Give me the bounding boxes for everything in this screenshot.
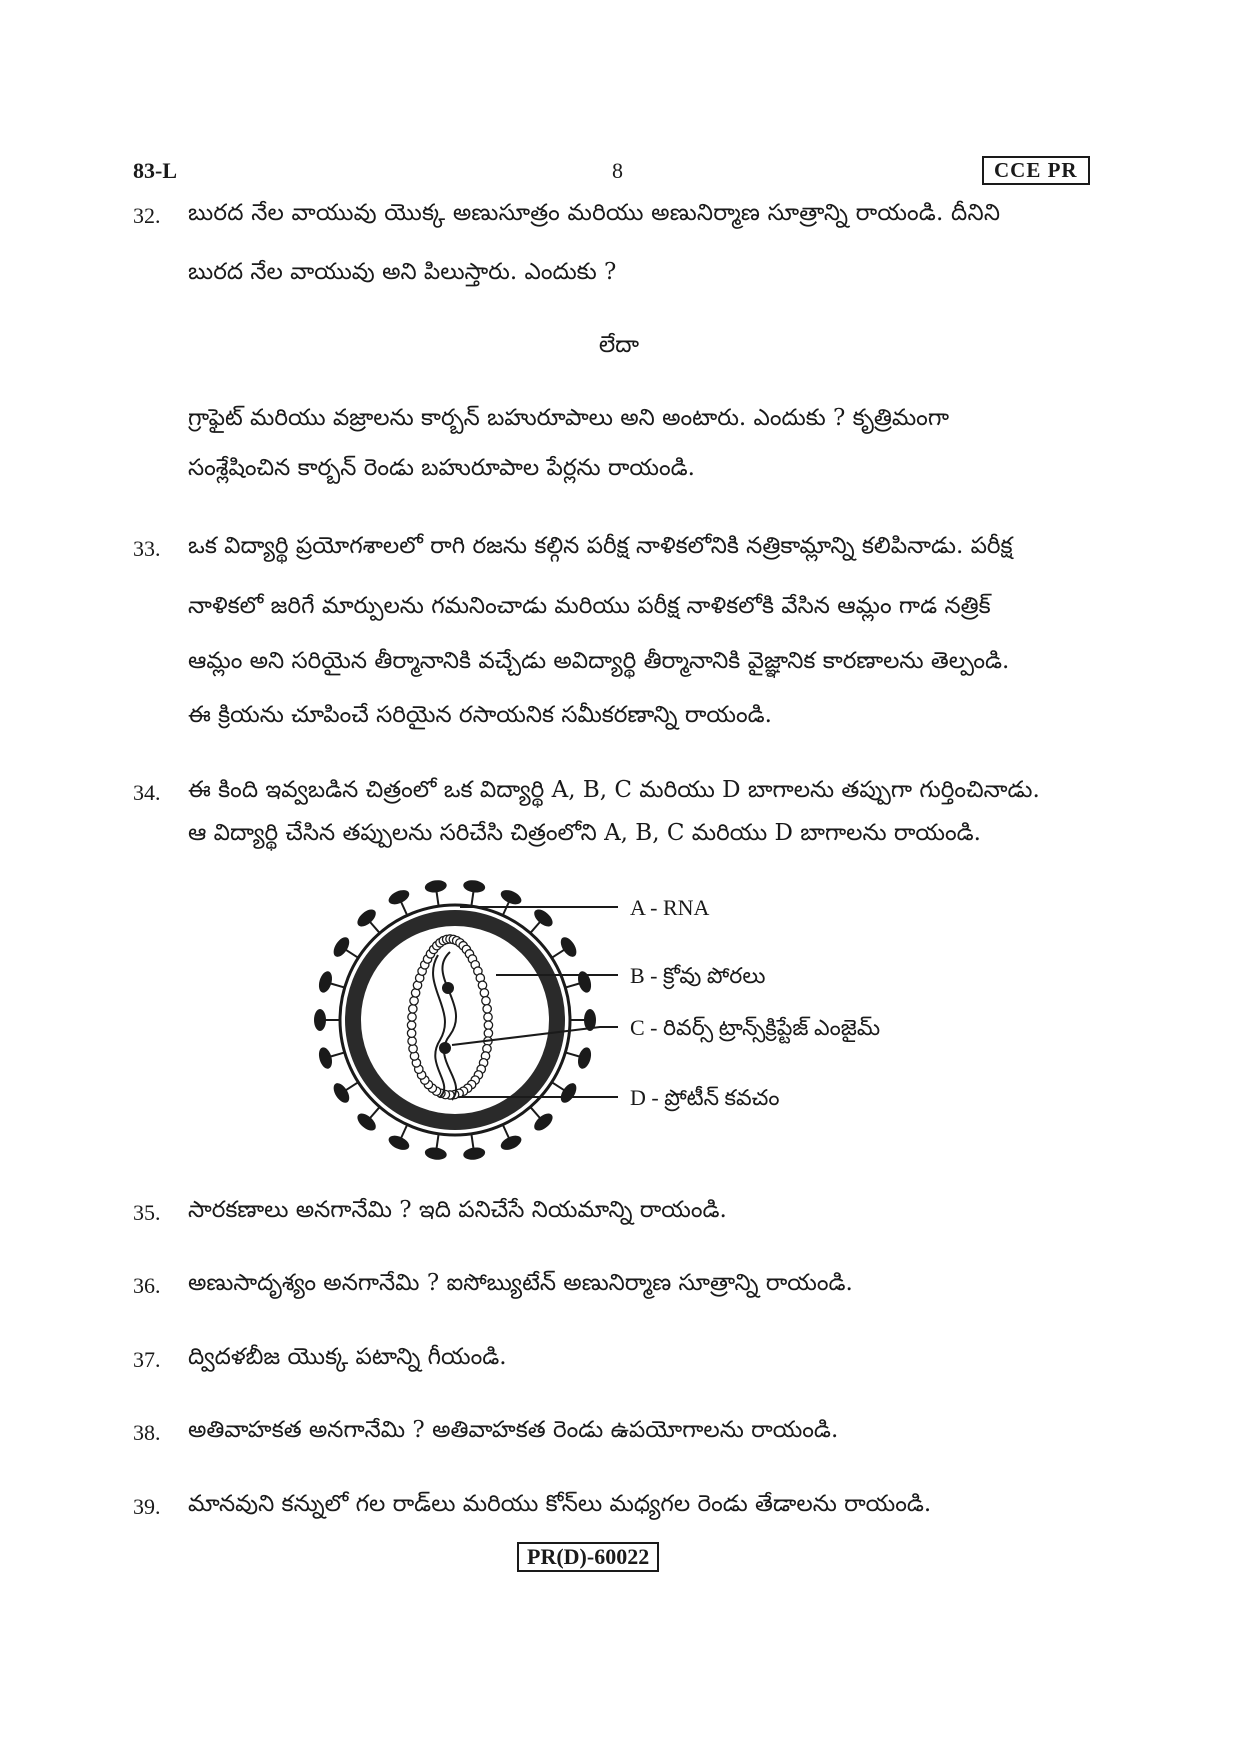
question-text: అతివాహకత అనగానేమి ? అతివాహకత రెండు ఉపయోగాలను రాయండి. <box>188 1417 839 1443</box>
enzyme-dot <box>442 982 454 994</box>
spike-stem <box>530 922 540 933</box>
spike-head <box>499 887 524 907</box>
question-text: అణుసాదృశ్యం అనగానేమి ? ఐసోబ్యుటేన్ అణునిర్మాణ సూత్రాన్ని రాయండి. <box>188 1270 853 1296</box>
core-bead <box>482 997 490 1005</box>
spike-head <box>558 1080 580 1105</box>
question-number: 36. <box>133 1273 161 1298</box>
core-beads <box>407 935 492 1099</box>
core-bead <box>408 1013 416 1021</box>
spike-stem <box>436 891 438 906</box>
spike-stem <box>565 983 579 987</box>
question-text: ఈ కింది ఇవ్వబడిన చిత్రంలో ఒక విద్యార్థి A, B, C మరియు D బాగాలను తప్పుగా గుర్తించినాడు. <box>188 777 1040 803</box>
spike-stem <box>346 950 359 958</box>
question-number: 33. <box>133 536 161 561</box>
spike-head <box>424 879 447 894</box>
spike-stem <box>503 1125 509 1139</box>
spike-head <box>386 887 411 907</box>
pointer-line-c <box>452 1027 618 1045</box>
question-text: బురద నేల వాయువు యొక్క అణుసూత్రం మరియు అణునిర్మాణ సూత్రాన్ని రాయండి. దీనిని <box>188 200 1001 226</box>
enzyme-dot <box>439 1042 451 1054</box>
spike-stem <box>552 1082 565 1090</box>
or-separator: లేదా <box>598 332 640 358</box>
core-bead <box>407 1021 415 1029</box>
spike-head <box>576 1046 594 1070</box>
spike-head <box>462 1146 485 1161</box>
question-number: 34. <box>133 780 161 805</box>
spike-stem <box>530 1107 540 1118</box>
spike-stem <box>330 1052 344 1056</box>
spike-head <box>576 970 594 994</box>
spike-head <box>499 1133 524 1153</box>
question-text: సంశ్లేషించిన కార్బన్ రెండు బహురూపాల పేర్లను రాయండి. <box>188 455 695 481</box>
spike-head <box>354 906 378 929</box>
question-text: ఈ క్రియను చూపించే సరియైన రసాయనిక సమీకరణాన్ని రాయండి. <box>188 702 772 728</box>
core-bead <box>484 1013 492 1021</box>
core-bead <box>407 1029 415 1037</box>
spike-stem <box>565 1052 579 1056</box>
paper-code: 83-L <box>133 158 177 183</box>
question-text: గ్రాఫైట్ మరియు వజ్రాలను కార్బన్ బహురూపాలు అని అంటారు. ఎందుకు ? కృత్రిమంగా <box>188 405 950 431</box>
question-number: 38. <box>133 1420 161 1445</box>
diagram-label-b: B - క్రోవు పోరలు <box>630 963 766 988</box>
question-text: మానవుని కన్నులో గల రాడ్‌లు మరియు కోన్‌లు మధ్యగల రెండు తేడాలను రాయండి. <box>188 1491 932 1517</box>
spike-head <box>531 1110 555 1133</box>
spike-head <box>354 1110 378 1133</box>
core-bead <box>408 1037 416 1045</box>
question-text: ఆమ్లం అని సరియైన తీర్మానానికి వచ్చేడు అవిద్యార్థి తీర్మానానికి వైజ్ఞానిక కారణాలను తెల్పండి. <box>188 648 1010 674</box>
core-bead <box>410 997 418 1005</box>
footer-code: PR(D)-60022 <box>517 1542 659 1572</box>
question-text: బురద నేల వాయువు అని పిలుస్తారు. ఎందుకు ? <box>188 259 617 285</box>
question-text: ఆ విద్యార్థి చేసిన తప్పులను సరిచేసి చిత్రంలోని A, B, C మరియు D బాగాలను రాయండి. <box>188 820 981 846</box>
question-number: 32. <box>133 203 161 228</box>
spike-stem <box>401 902 407 916</box>
diagram-label-c: C - రివర్స్ ట్రాన్స్‌క్రిప్టేజ్ ఎంజైమ్ <box>630 1015 881 1040</box>
core-bead <box>484 1021 492 1029</box>
spike-head <box>386 1133 411 1153</box>
spike-stem <box>436 1134 438 1149</box>
question-text: ద్విదళబీజ యొక్క పటాన్ని గీయండి. <box>188 1344 507 1370</box>
hiv-virus-diagram <box>300 875 950 1165</box>
core-bead <box>409 1005 417 1013</box>
core-bead <box>483 1005 491 1013</box>
diagram-label-d: D - ప్రోటీన్ కవచం <box>630 1085 780 1110</box>
question-text: ఒక విద్యార్థి ప్రయోగశాలలో రాగి రజను కల్గిన పరీక్ష నాళికలోనికి నత్రికామ్లాన్ని కలిపినాడు. పరీక్ష <box>188 533 1013 559</box>
spike-head <box>462 879 485 894</box>
spike-stem <box>330 983 344 987</box>
spike-head <box>317 970 335 994</box>
spike-stem <box>471 891 473 906</box>
spike-stem <box>552 950 565 958</box>
spike-stem <box>370 1107 380 1118</box>
spike-head <box>531 906 555 929</box>
spike-head <box>330 935 352 960</box>
spike-stem <box>471 1134 473 1149</box>
question-number: 35. <box>133 1200 161 1225</box>
question-number: 39. <box>133 1494 161 1519</box>
question-number: 37. <box>133 1347 161 1372</box>
spike-head <box>314 1009 326 1031</box>
core-bead <box>484 1029 492 1037</box>
diagram-label-a: A - RNA <box>630 895 710 920</box>
spike-head <box>558 935 580 960</box>
spike-stem <box>346 1082 359 1090</box>
question-text: నాళికలో జరిగే మార్పులను గమనించాడు మరియు పరీక్ష నాళికలోకి వేసిన ఆమ్లం గాడ నత్రిక్ <box>188 593 991 619</box>
spike-head <box>424 1146 447 1161</box>
spike-stem <box>503 902 509 916</box>
spike-stem <box>370 922 380 933</box>
board-badge: CCE PR <box>982 156 1090 185</box>
page-number: 8 <box>612 158 623 183</box>
core-bead <box>480 989 488 997</box>
question-text: సారకణాలు అనగానేమి ? ఇది పనిచేసే నియమాన్ని రాయండి. <box>188 1197 727 1223</box>
spike-head <box>317 1046 335 1070</box>
spike-head <box>330 1080 352 1105</box>
spike-stem <box>401 1125 407 1139</box>
